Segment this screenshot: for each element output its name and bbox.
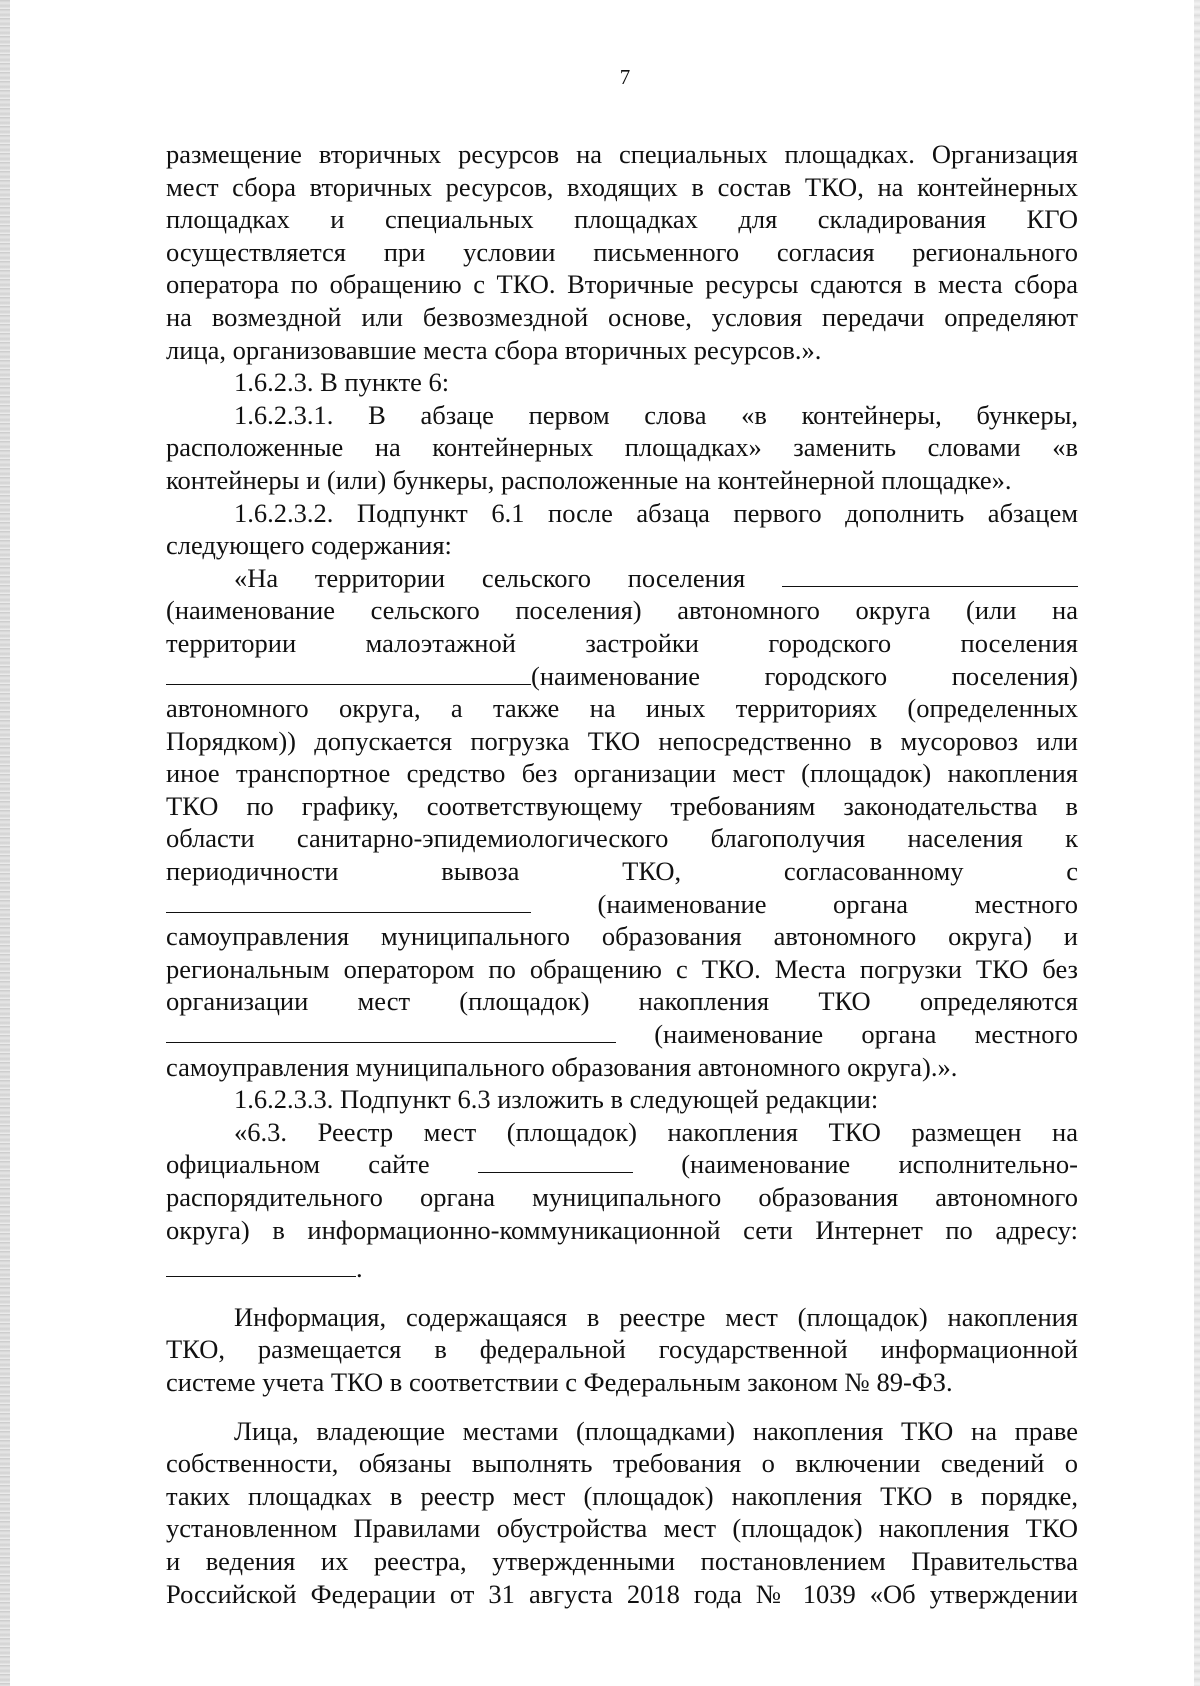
scan-edge-right [1194, 0, 1200, 1686]
text-line: осуществляется при условии письменного согласия регионального [166, 236, 1078, 267]
paragraph-owners-obligations [166, 1415, 1078, 1611]
blank-line-official-site [478, 1152, 633, 1173]
text-line: (наименование органа местного [597, 888, 1078, 919]
text-line: размещение вторичных ресурсов на специальных площадках. Организация [166, 139, 1078, 169]
text-line: территории малоэтажной застройки городского поселения [166, 627, 1078, 658]
text-line: на возмездной или безвозмездной основе, условия передачи определяют [166, 301, 1078, 332]
text-line: собственности, обязаны выполнять требования о включении сведений о [166, 1448, 1078, 1479]
blank-line-web-address [166, 1256, 356, 1277]
text-line: оператора по обращению с ТКО. Вторичные ресурсы сдаются в места сбора [166, 269, 1078, 300]
text-line: таких площадках в реестр мест (площадок) накопления ТКО в порядке, [166, 1480, 1078, 1511]
text-line: округа) в информационно-коммуникационной сети Интернет по адресу: [166, 1214, 1078, 1245]
text-line: распорядительного органа муниципального образования автономного [166, 1182, 1078, 1212]
text-line: самоуправления муниципального образования автономного округа) и [166, 921, 1078, 952]
text-line: Информация, содержащаяся в реестре мест (площадок) накопления [234, 1301, 1078, 1332]
text-line: Порядком)) допускается погрузка ТКО непосредственно в мусоровоз или [166, 725, 1078, 756]
text-line: самоуправления муниципального образования автономного округа).». [166, 1051, 958, 1082]
text-line: и ведения их реестра, утвержденными постановлением Правительства [166, 1545, 1078, 1576]
blank-line-local-authority-2 [166, 1022, 616, 1043]
text-line: мест сбора вторичных ресурсов, входящих в состав ТКО, на контейнерных [166, 171, 1078, 202]
clause-1-6-2-3-2 [166, 497, 1078, 562]
blank-line-local-authority [166, 892, 531, 913]
text-line: региональным оператором по обращению с ТКО. Места погрузки ТКО без [166, 953, 1078, 984]
text-line: официальном сайте [166, 1149, 430, 1180]
blank-line-rural-settlement [782, 566, 1078, 587]
text-line: ТКО, размещается в федеральной государственной информационной [166, 1334, 1078, 1365]
text-line: организации мест (площадок) накопления ТКО определяются [166, 986, 1078, 1017]
text-line: (наименование исполнительно- [681, 1149, 1079, 1180]
text-line: контейнеры и (или) бункеры, расположенные на контейнерной площадке». [166, 464, 1012, 495]
text-line: 1.6.2.3.2. Подпункт 6.1 после абзаца первого дополнить абзацем [234, 497, 1078, 528]
clause-1-6-2-3-3: 1.6.2.3.3. Подпункт 6.3 изложить в следующей редакции: [234, 1084, 879, 1115]
text-line: автономного округа, а также на иных территориях (определенных [166, 693, 1078, 724]
text-line: 1.6.2.3.1. В абзаце первом слова «в контейнеры, бункеры, [234, 399, 1078, 430]
text-line: области санитарно-эпидемиологического благополучия населения к [166, 823, 1078, 854]
text-line: установленном Правилами обустройства мест (площадок) накопления ТКО [166, 1513, 1078, 1544]
text-line: «На территории сельского поселения [234, 562, 746, 593]
text-line: системе учета ТКО в соответствии с Федеральным законом № 89-ФЗ. [166, 1366, 953, 1397]
page-number: 7 [619, 65, 631, 89]
text-line: иное транспортное средство без организации мест (площадок) накопления [166, 758, 1078, 789]
paragraph-secondary-resources [166, 138, 1078, 366]
text-line: периодичности вывоза ТКО, согласованному с [166, 856, 1078, 887]
text-line: (наименование органа местного [654, 1019, 1079, 1050]
quoted-paragraph-6-3 [166, 1116, 1078, 1285]
document-body [166, 138, 1078, 1610]
text-line: ТКО по графику, соответствующему требованиям законодательства в [166, 790, 1078, 821]
text-line: лица, организовавшие места сбора вторичных ресурсов.». [166, 334, 822, 365]
clause-1-6-2-3-1 [166, 399, 1078, 497]
clause-1-6-2-3: 1.6.2.3. В пункте 6: [234, 367, 450, 398]
text-line: площадках и специальных площадках для складирования КГО [166, 204, 1078, 235]
text-line: Лица, владеющие местами (площадками) накопления ТКО на праве [234, 1415, 1078, 1446]
text-line: . [356, 1253, 363, 1284]
text-line: расположенные на контейнерных площадках» заменить словами «в [166, 432, 1078, 463]
paragraph-registry-information [166, 1301, 1078, 1399]
text-line: Российской Федерации от 31 августа 2018 года № 1039 «Об утверждении [166, 1578, 1078, 1609]
blank-line-urban-settlement [166, 664, 531, 685]
text-line: «6.3. Реестр мест (площадок) накопления ТКО размещен на [234, 1116, 1078, 1147]
quoted-paragraph-6-1 [166, 562, 1078, 1084]
text-line: следующего содержания: [166, 530, 452, 561]
scan-edge-left [0, 0, 10, 1686]
text-line: (наименование сельского поселения) автономного округа (или на [166, 595, 1078, 626]
text-line: (наименование городского поселения) [531, 660, 1078, 691]
